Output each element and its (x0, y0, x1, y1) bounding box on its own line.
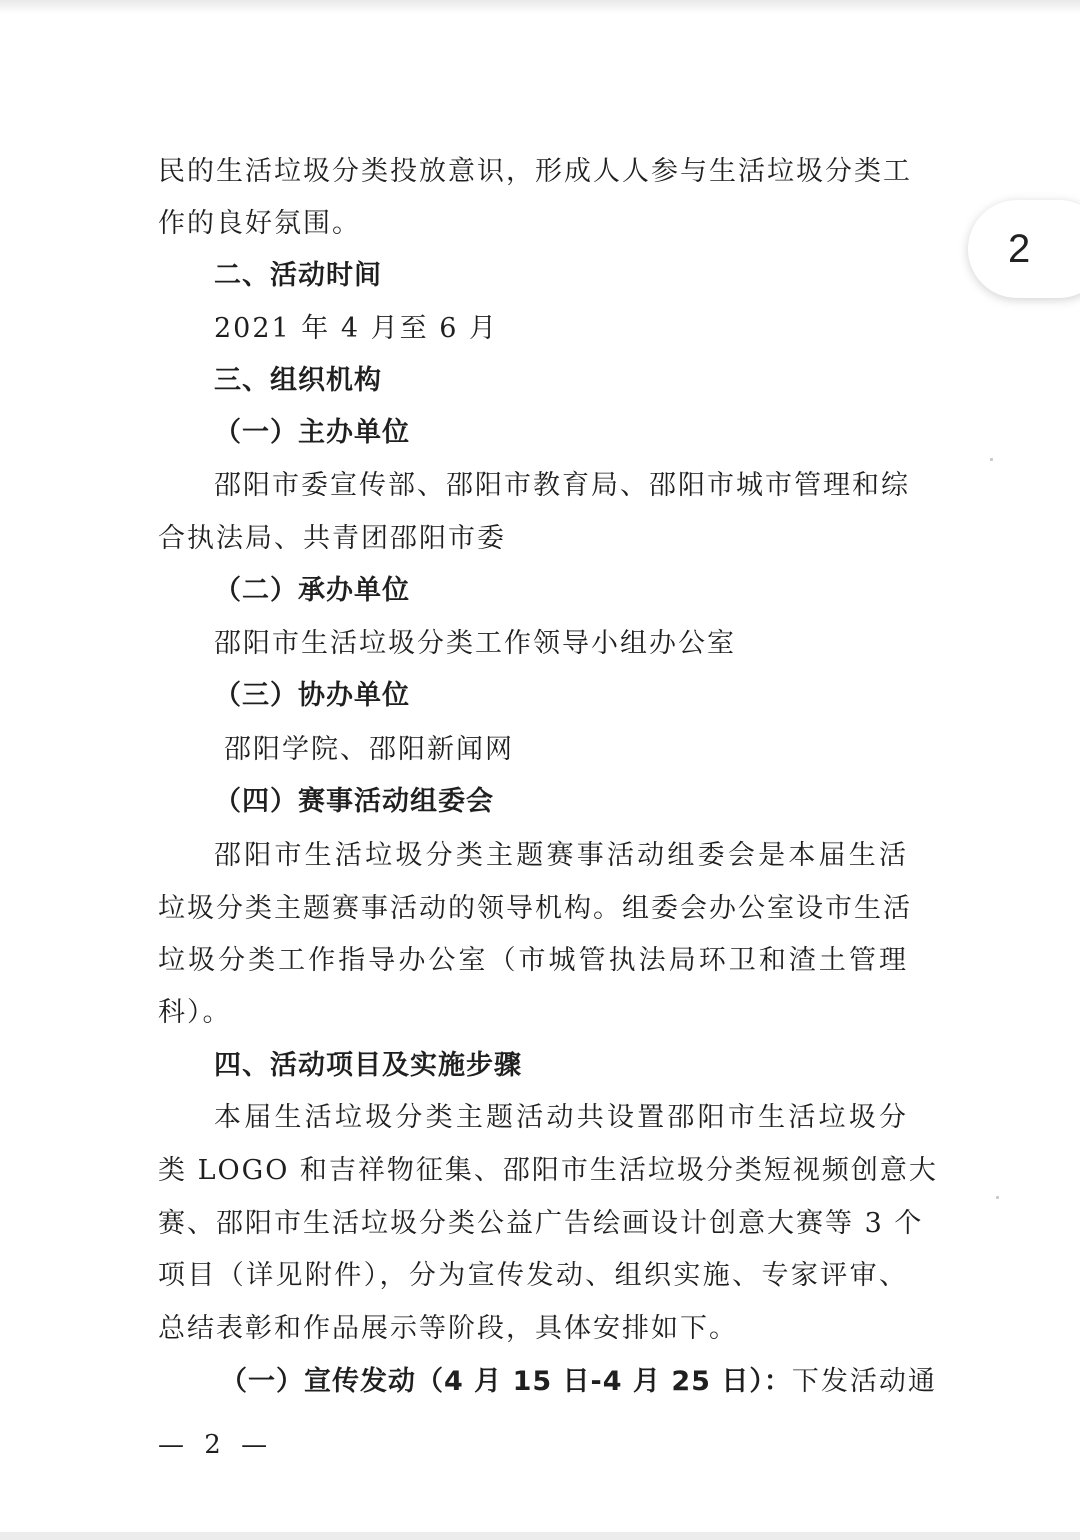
body-line: 总结表彰和作品展示等阶段，具体安排如下。 (158, 1313, 738, 1344)
step-text: 下发活动通 (791, 1366, 937, 1397)
body-line: 本届生活垃圾分类主题活动共设置邵阳市生活垃圾分 (214, 1102, 908, 1133)
scan-speck (990, 458, 993, 461)
scan-bottom-edge (0, 1532, 1080, 1540)
body-line: 2021 年 4 月至 6 月 (214, 313, 498, 344)
section-heading: 二、活动时间 (214, 260, 382, 291)
page-footer-number: — 2 — (158, 1430, 274, 1460)
scan-speck (996, 1196, 999, 1199)
body-line: 垃圾分类工作指导办公室（市城管执法局环卫和渣土管理 (158, 945, 908, 976)
body-line: 邵阳学院、邵阳新闻网 (224, 734, 514, 765)
body-line: 邵阳市生活垃圾分类工作领导小组办公室 (214, 628, 736, 659)
body-line: 合执法局、共青团邵阳市委 (158, 523, 506, 554)
page-number-badge[interactable] (968, 200, 1080, 298)
section-heading: 三、组织机构 (214, 365, 382, 396)
body-line: 项目（详见附件），分为宣传发动、组织实施、专家评审、 (158, 1260, 908, 1291)
page-number-label: 2 (1008, 226, 1031, 271)
body-line: 垃圾分类主题赛事活动的领导机构。组委会办公室设市生活 (158, 893, 912, 924)
subsection-heading: （三）协办单位 (214, 680, 410, 711)
body-line: 邵阳市委宣传部、邵阳市教育局、邵阳市城市管理和综 (214, 470, 910, 501)
body-line: 赛、邵阳市生活垃圾分类公益广告绘画设计创意大赛等 3 个 (158, 1208, 924, 1239)
step-heading: （一）宣传发动（4 月 15 日-4 月 25 日）： (220, 1366, 792, 1397)
body-line: 科）。 (158, 997, 232, 1028)
body-line: 民的生活垃圾分类投放意识，形成人人参与生活垃圾分类工 (158, 156, 912, 187)
body-line: 类 LOGO 和吉祥物征集、邵阳市生活垃圾分类短视频创意大 (158, 1155, 938, 1186)
subsection-heading: （四）赛事活动组委会 (214, 786, 494, 817)
subsection-heading: （一）主办单位 (214, 417, 410, 448)
body-line: 作的良好氛围。 (158, 208, 361, 239)
section-heading: 四、活动项目及实施步骤 (214, 1050, 522, 1081)
body-line-mixed (220, 1365, 937, 1399)
subsection-heading: （二）承办单位 (214, 575, 410, 606)
body-line: 邵阳市生活垃圾分类主题赛事活动组委会是本届生活 (214, 840, 908, 871)
